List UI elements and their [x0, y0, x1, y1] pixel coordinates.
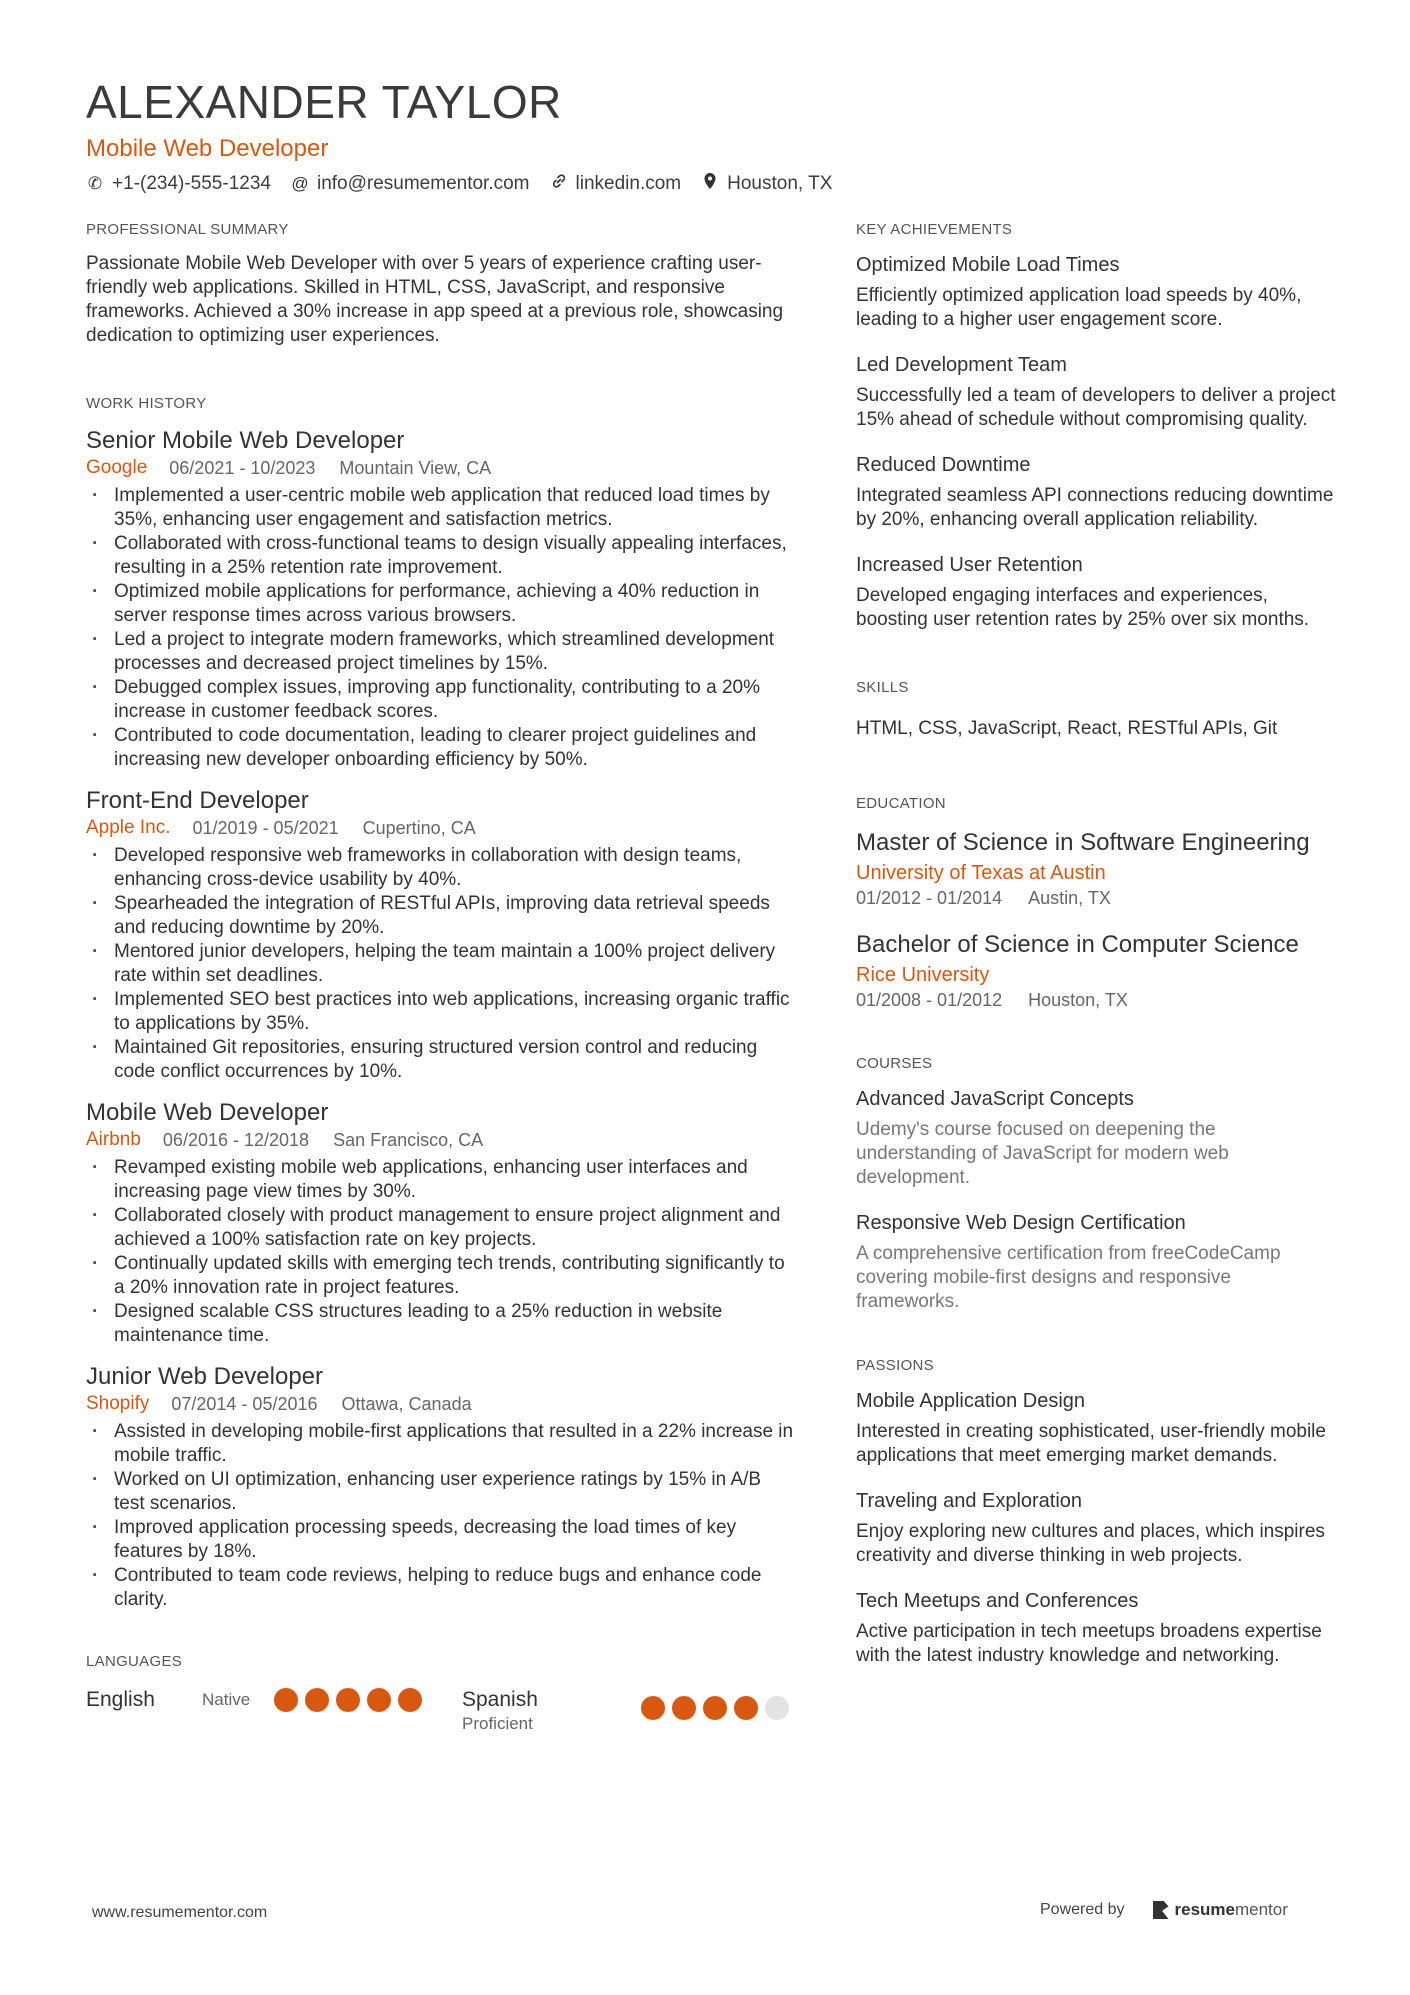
language-name: English — [86, 1688, 155, 1711]
language-level: Native — [202, 1690, 251, 1709]
rating-dot-empty — [765, 1696, 789, 1720]
language-rating — [274, 1686, 429, 1714]
work-heading: WORK HISTORY — [86, 395, 207, 412]
contact-phone[interactable] — [86, 173, 271, 195]
contact-email[interactable] — [291, 173, 530, 195]
passions-heading: PASSIONS — [856, 1357, 934, 1374]
bullet-item: · Mentored junior developers, helping the team maintain a 100% project delivery rate within set deadlines. — [86, 940, 796, 988]
languages-row — [86, 1686, 796, 1734]
job-location: Mountain View, CA — [339, 458, 492, 478]
bullet-item: · Contributed to team code reviews, helping to reduce bugs and enhance code clarity. — [86, 1564, 796, 1612]
language-text — [462, 1686, 538, 1734]
course-title: Advanced JavaScript Concepts — [856, 1088, 1134, 1110]
logo-text-light: mentor — [1234, 1900, 1288, 1919]
contact-linkedin[interactable] — [550, 173, 682, 195]
language-spanish — [462, 1686, 796, 1734]
job-dates: 01/2019 - 05/2021 — [192, 818, 339, 838]
job-dates: 06/2021 - 10/2023 — [169, 458, 316, 478]
job-bullets — [86, 844, 796, 1084]
skills-text: HTML, CSS, JavaScript, React, RESTful APIs, Git — [856, 718, 1278, 739]
achievement-item — [856, 352, 1336, 432]
bullet-item: · Collaborated with cross-functional teams to design visually appealing interfaces, resulting in a 25% retention rate improvement. — [86, 532, 796, 580]
job-company: Google — [86, 457, 148, 478]
job-title: Front-End Developer — [86, 787, 309, 814]
rating-dot-filled — [367, 1688, 391, 1712]
education-degree: Bachelor of Science in Computer Science — [856, 931, 1299, 958]
contact-location-text: Houston, TX — [727, 172, 833, 194]
rating-dot-filled — [305, 1688, 329, 1712]
passion-desc: Enjoy exploring new cultures and places, which inspires creativity and diverse thinking in web projects. — [856, 1521, 1325, 1566]
rating-dot-filled — [703, 1696, 727, 1720]
job-location: Ottawa, Canada — [341, 1394, 472, 1414]
bullet-item: · Led a project to integrate modern frameworks, which streamlined development processes and decreased project timelines by 15%. — [86, 628, 796, 676]
language-name: Spanish — [462, 1688, 538, 1711]
at-icon: @ — [291, 173, 309, 193]
passion-item — [856, 1388, 1336, 1468]
bullet-item: · Implemented a user-centric mobile web application that reduced load times by 35%, enhancing user engagement and satisfaction metrics. — [86, 484, 796, 532]
education-meta — [856, 988, 1336, 1012]
achievement-desc: Efficiently optimized application load speeds by 40%, leading to a higher user engagement score. — [856, 285, 1302, 330]
contact-phone-text: +1-(234)-555-1234 — [112, 172, 271, 194]
passion-item — [856, 1588, 1336, 1668]
rating-dot-filled — [734, 1696, 758, 1720]
passion-title: Mobile Application Design — [856, 1390, 1086, 1412]
rating-dot-filled — [274, 1688, 298, 1712]
language-english — [86, 1686, 462, 1714]
job-company: Shopify — [86, 1393, 150, 1414]
powered-by-label: Powered by — [1040, 1901, 1125, 1918]
achievement-title: Reduced Downtime — [856, 454, 1031, 476]
job-title: Junior Web Developer — [86, 1363, 324, 1390]
candidate-role: Mobile Web Developer — [86, 135, 329, 162]
education-school: Rice University — [856, 964, 990, 986]
bullet-item: · Implemented SEO best practices into web applications, increasing organic traffic to applications by 35%. — [86, 988, 796, 1036]
job-entry — [86, 1362, 796, 1612]
passion-title: Traveling and Exploration — [856, 1490, 1083, 1512]
achievements-heading: KEY ACHIEVEMENTS — [856, 221, 1013, 238]
achievement-title: Led Development Team — [856, 354, 1067, 376]
bullet-item: · Collaborated closely with product management to ensure project alignment and achieved a 100% satisfaction rate on key projects. — [86, 1204, 796, 1252]
location-pin-icon — [701, 172, 719, 195]
courses-heading: COURSES — [856, 1055, 933, 1072]
bullet-item: · Designed scalable CSS structures leading to a 25% reduction in website maintenance time. — [86, 1300, 796, 1348]
resumementor-logo-icon — [1153, 1901, 1169, 1919]
job-title: Senior Mobile Web Developer — [86, 427, 405, 454]
contact-linkedin-text: linkedin.com — [575, 172, 682, 194]
job-location: San Francisco, CA — [333, 1130, 484, 1150]
contact-row — [86, 172, 1336, 195]
job-bullets — [86, 484, 796, 772]
passion-item — [856, 1488, 1336, 1568]
education-item — [856, 828, 1336, 910]
education-item — [856, 930, 1336, 1012]
bullet-item: · Improved application processing speeds, decreasing the load times of key features by 18%. — [86, 1516, 796, 1564]
job-dates: 07/2014 - 05/2016 — [171, 1394, 318, 1414]
education-meta — [856, 886, 1336, 910]
job-meta — [86, 816, 796, 840]
bullet-item: · Debugged complex issues, improving app functionality, contributing to a 20% increase in customer feedback scores. — [86, 676, 796, 724]
passion-desc: Interested in creating sophisticated, user-friendly mobile applications that meet emerging market demands. — [856, 1421, 1326, 1466]
course-title: Responsive Web Design Certification — [856, 1212, 1186, 1234]
right-column — [856, 220, 1336, 1668]
bullet-item: · Optimized mobile applications for performance, achieving a 40% reduction in server response times across various browsers. — [86, 580, 796, 628]
job-company: Airbnb — [86, 1129, 141, 1150]
rating-dot-filled — [641, 1696, 665, 1720]
rating-dot-filled — [672, 1696, 696, 1720]
job-meta — [86, 456, 796, 480]
job-meta — [86, 1128, 796, 1152]
bullet-item: · Assisted in developing mobile-first applications that resulted in a 22% increase in mobile traffic. — [86, 1420, 796, 1468]
course-desc: Udemy's course focused on deepening the understanding of JavaScript for modern web development. — [856, 1119, 1229, 1188]
education-school: University of Texas at Austin — [856, 862, 1106, 884]
job-bullets — [86, 1420, 796, 1612]
bullet-item: · Maintained Git repositories, ensuring structured version control and reducing code conflict occurrences by 10%. — [86, 1036, 796, 1084]
contact-location — [701, 172, 832, 195]
resume-header — [86, 72, 1336, 195]
education-location: Houston, TX — [1028, 990, 1128, 1010]
job-location: Cupertino, CA — [362, 818, 476, 838]
achievement-item — [856, 552, 1336, 632]
rating-dot-filled — [398, 1688, 422, 1712]
language-rating — [641, 1694, 796, 1722]
bullet-item: · Worked on UI optimization, enhancing user experience ratings by 15% in A/B test scenarios. — [86, 1468, 796, 1516]
bullet-item: · Continually updated skills with emerging tech trends, contributing significantly to a 20% innovation rate in project features. — [86, 1252, 796, 1300]
achievement-title: Increased User Retention — [856, 554, 1083, 576]
job-title: Mobile Web Developer — [86, 1099, 329, 1126]
achievement-desc: Successfully led a team of developers to deliver a project 15% ahead of schedule without compromising quality. — [856, 385, 1336, 430]
job-company: Apple Inc. — [86, 817, 171, 838]
rating-dot-filled — [336, 1688, 360, 1712]
course-desc: A comprehensive certification from freeCodeCamp covering mobile-first designs and responsive frameworks. — [856, 1243, 1281, 1312]
bullet-item: · Contributed to code documentation, leading to clearer project guidelines and increasing new developer onboarding efficiency by 50%. — [86, 724, 796, 772]
job-entry — [86, 426, 796, 772]
job-meta — [86, 1392, 796, 1416]
job-entry — [86, 786, 796, 1084]
achievement-item — [856, 252, 1336, 332]
achievement-desc: Developed engaging interfaces and experiences, boosting user retention rates by 25% over six months. — [856, 585, 1310, 630]
language-level: Proficient — [462, 1714, 533, 1733]
footer-branding — [1040, 1900, 1288, 1920]
passion-desc: Active participation in tech meetups broadens expertise with the latest industry knowledge and networking. — [856, 1621, 1322, 1666]
contact-email-text: info@resumementor.com — [316, 172, 530, 194]
skills-heading: SKILLS — [856, 679, 909, 696]
phone-icon: ✆ — [87, 173, 103, 193]
resumementor-logo[interactable] — [1153, 1900, 1288, 1920]
candidate-name: ALEXANDER TAYLOR — [86, 76, 562, 128]
education-heading: EDUCATION — [856, 795, 946, 812]
link-icon — [550, 173, 568, 194]
education-degree: Master of Science in Software Engineering — [856, 829, 1310, 856]
education-dates: 01/2012 - 01/2014 — [856, 888, 1003, 908]
achievement-title: Optimized Mobile Load Times — [856, 254, 1120, 276]
achievement-desc: Integrated seamless API connections reducing downtime by 20%, enhancing overall application reliability. — [856, 485, 1334, 530]
summary-text: Passionate Mobile Web Developer with over 5 years of experience crafting user-friendly web applications. Skilled in HTML, CSS, JavaScript, and responsive frameworks. Achieved a 30% increase in app speed at a previous role, showcasing dedication to optimizing user experiences. — [86, 253, 784, 346]
languages-heading: LANGUAGES — [86, 1653, 183, 1670]
course-item — [856, 1086, 1336, 1190]
left-column — [86, 220, 796, 1734]
job-entry — [86, 1098, 796, 1348]
bullet-item: · Revamped existing mobile web applications, enhancing user interfaces and increasing page view times by 30%. — [86, 1156, 796, 1204]
job-dates: 06/2016 - 12/2018 — [162, 1130, 310, 1150]
course-item — [856, 1210, 1336, 1314]
passion-title: Tech Meetups and Conferences — [856, 1590, 1139, 1612]
education-dates: 01/2008 - 01/2012 — [856, 990, 1003, 1010]
bullet-item: · Spearheaded the integration of RESTful APIs, improving data retrieval speeds and reducing downtime by 20%. — [86, 892, 796, 940]
bullet-item: · Developed responsive web frameworks in collaboration with design teams, enhancing cross-device usability by 40%. — [86, 844, 796, 892]
job-bullets — [86, 1156, 796, 1348]
footer-website[interactable]: www.resumementor.com — [92, 1904, 268, 1921]
logo-text-bold: resume — [1174, 1900, 1235, 1919]
summary-heading: PROFESSIONAL SUMMARY — [86, 221, 289, 238]
achievement-item — [856, 452, 1336, 532]
education-location: Austin, TX — [1028, 888, 1111, 908]
